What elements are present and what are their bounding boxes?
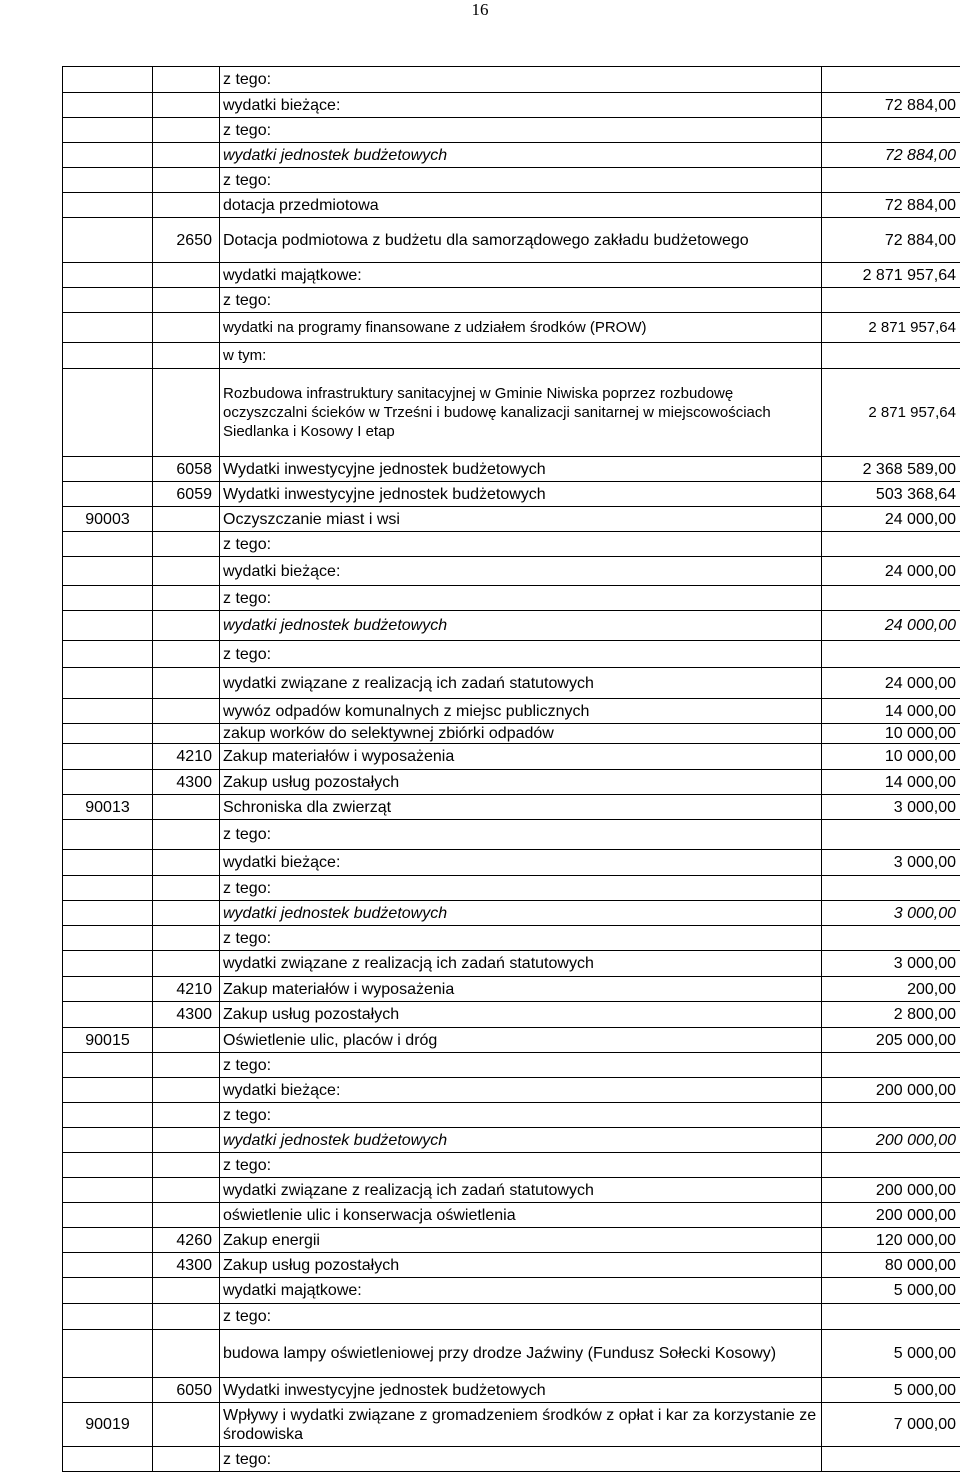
dzial-cell (63, 143, 153, 168)
paragraf-cell (153, 586, 220, 611)
paragraf-cell (153, 641, 220, 668)
amount-cell: 3 000,00 (822, 901, 960, 926)
table-row (63, 586, 960, 611)
paragraf-cell (153, 1203, 220, 1228)
amount-cell: 14 000,00 (822, 699, 960, 724)
table-row (63, 143, 960, 168)
dzial-cell (63, 532, 153, 557)
dzial-cell (63, 218, 153, 263)
table-row (63, 699, 960, 724)
paragraf-cell (153, 557, 220, 586)
amount-cell (822, 343, 960, 369)
description-cell: Wydatki inwestycyjne jednostek budżetowych (220, 457, 822, 482)
paragraf-cell (153, 93, 220, 118)
table-row (63, 744, 960, 770)
table-row (63, 1053, 960, 1078)
paragraf-cell (153, 168, 220, 193)
description-cell: z tego: (220, 67, 822, 93)
paragraf-cell (153, 699, 220, 724)
amount-cell: 3 000,00 (822, 850, 960, 876)
amount-cell: 2 871 957,64 (822, 313, 960, 343)
description-cell: z tego: (220, 288, 822, 313)
paragraf-cell (153, 820, 220, 850)
table-row (63, 820, 960, 850)
paragraf-cell (153, 668, 220, 699)
paragraf-cell: 2650 (153, 218, 220, 263)
description-cell: Wpływy i wydatki związane z gromadzeniem środków z opłat i kar za korzystanie ze środowiska (220, 1403, 822, 1447)
table-row (63, 1330, 960, 1378)
table-row (63, 1002, 960, 1028)
dzial-cell (63, 1278, 153, 1304)
dzial-cell (63, 1178, 153, 1203)
description-cell: Rozbudowa infrastruktury sanitacyjnej w Gminie Niwiska poprzez rozbudowę oczyszczalni ścieków w Trześni i budowę kanalizacji sanitarnej w miejscowościach Siedlanka i Kosowy I etap (220, 369, 822, 457)
table-row (63, 1378, 960, 1403)
amount-cell: 200 000,00 (822, 1128, 960, 1153)
description-cell: z tego: (220, 1304, 822, 1330)
paragraf-cell: 4300 (153, 1002, 220, 1028)
dzial-cell (63, 1002, 153, 1028)
paragraf-cell: 4300 (153, 770, 220, 795)
table-row (63, 1178, 960, 1203)
amount-cell: 72 884,00 (822, 93, 960, 118)
paragraf-cell: 4210 (153, 977, 220, 1002)
dzial-cell (63, 1053, 153, 1078)
table-row (63, 1203, 960, 1228)
amount-cell (822, 876, 960, 901)
table-row (63, 1103, 960, 1128)
description-cell: wydatki bieżące: (220, 1078, 822, 1103)
paragraf-cell (153, 1447, 220, 1472)
table-row (63, 1078, 960, 1103)
amount-cell: 5 000,00 (822, 1378, 960, 1403)
paragraf-cell (153, 611, 220, 641)
table-row (63, 288, 960, 313)
paragraf-cell (153, 1053, 220, 1078)
amount-cell: 24 000,00 (822, 668, 960, 699)
dzial-cell (63, 263, 153, 288)
amount-cell (822, 1304, 960, 1330)
table-row (63, 263, 960, 288)
dzial-cell (63, 482, 153, 507)
amount-cell: 24 000,00 (822, 507, 960, 532)
amount-cell (822, 820, 960, 850)
description-cell: Zakup usług pozostałych (220, 1002, 822, 1028)
description-cell: wydatki bieżące: (220, 850, 822, 876)
amount-cell (822, 168, 960, 193)
amount-cell: 200 000,00 (822, 1178, 960, 1203)
description-cell: wydatki związane z realizacją ich zadań statutowych (220, 951, 822, 977)
page-number: 16 (471, 0, 489, 19)
amount-cell: 72 884,00 (822, 143, 960, 168)
amount-cell: 10 000,00 (822, 724, 960, 744)
dzial-cell (63, 850, 153, 876)
paragraf-cell (153, 926, 220, 951)
dzial-cell (63, 369, 153, 457)
paragraf-cell (153, 288, 220, 313)
dzial-cell (63, 1447, 153, 1472)
paragraf-cell: 4210 (153, 744, 220, 770)
table-row (63, 168, 960, 193)
amount-cell: 24 000,00 (822, 611, 960, 641)
table-row (63, 926, 960, 951)
table-row (63, 977, 960, 1002)
paragraf-cell (153, 1178, 220, 1203)
dzial-cell (63, 93, 153, 118)
dzial-cell (63, 901, 153, 926)
paragraf-cell (153, 67, 220, 93)
paragraf-cell (153, 193, 220, 218)
description-cell: wydatki jednostek budżetowych (220, 901, 822, 926)
amount-cell (822, 532, 960, 557)
dzial-cell: 90013 (63, 795, 153, 820)
amount-cell: 14 000,00 (822, 770, 960, 795)
paragraf-cell (153, 795, 220, 820)
dzial-cell (63, 67, 153, 93)
table-row (63, 313, 960, 343)
paragraf-cell (153, 313, 220, 343)
dzial-cell (63, 926, 153, 951)
amount-cell: 200 000,00 (822, 1203, 960, 1228)
paragraf-cell (153, 507, 220, 532)
budget-table-body (63, 67, 960, 1472)
dzial-cell (63, 641, 153, 668)
description-cell: Wydatki inwestycyjne jednostek budżetowych (220, 1378, 822, 1403)
dzial-cell: 90019 (63, 1403, 153, 1447)
paragraf-cell (153, 1330, 220, 1378)
table-row (63, 1253, 960, 1278)
table-row (63, 668, 960, 699)
amount-cell: 2 800,00 (822, 1002, 960, 1028)
description-cell: Zakup materiałów i wyposażenia (220, 977, 822, 1002)
dzial-cell (63, 876, 153, 901)
description-cell: wydatki bieżące: (220, 93, 822, 118)
table-row (63, 1403, 960, 1447)
table-row (63, 611, 960, 641)
dzial-cell (63, 288, 153, 313)
paragraf-cell (153, 1103, 220, 1128)
dzial-cell (63, 699, 153, 724)
description-cell: dotacja przedmiotowa (220, 193, 822, 218)
amount-cell: 5 000,00 (822, 1278, 960, 1304)
paragraf-cell (153, 876, 220, 901)
description-cell: z tego: (220, 1103, 822, 1128)
table-row (63, 641, 960, 668)
amount-cell: 24 000,00 (822, 557, 960, 586)
dzial-cell (63, 557, 153, 586)
amount-cell: 3 000,00 (822, 951, 960, 977)
paragraf-cell (153, 951, 220, 977)
amount-cell (822, 586, 960, 611)
dzial-cell (63, 744, 153, 770)
description-cell: wydatki związane z realizacją ich zadań statutowych (220, 1178, 822, 1203)
amount-cell: 503 368,64 (822, 482, 960, 507)
paragraf-cell (153, 343, 220, 369)
table-row (63, 1228, 960, 1253)
amount-cell: 200 000,00 (822, 1078, 960, 1103)
dzial-cell (63, 1330, 153, 1378)
table-row (63, 532, 960, 557)
description-cell: wywóz odpadów komunalnych z miejsc publicznych (220, 699, 822, 724)
dzial-cell (63, 343, 153, 369)
dzial-cell (63, 1078, 153, 1103)
amount-cell: 80 000,00 (822, 1253, 960, 1278)
dzial-cell: 90003 (63, 507, 153, 532)
paragraf-cell (153, 532, 220, 557)
amount-cell (822, 1053, 960, 1078)
description-cell: wydatki majątkowe: (220, 263, 822, 288)
description-cell: wydatki jednostek budżetowych (220, 611, 822, 641)
table-row (63, 482, 960, 507)
dzial-cell (63, 1203, 153, 1228)
dzial-cell (63, 611, 153, 641)
table-row (63, 1304, 960, 1330)
table-row (63, 724, 960, 744)
budget-table (62, 66, 960, 1472)
paragraf-cell: 6059 (153, 482, 220, 507)
paragraf-cell (153, 724, 220, 744)
dzial-cell (63, 1253, 153, 1278)
table-row (63, 193, 960, 218)
paragraf-cell (153, 369, 220, 457)
dzial-cell (63, 168, 153, 193)
description-cell: oświetlenie ulic i konserwacja oświetlenia (220, 1203, 822, 1228)
table-row (63, 93, 960, 118)
amount-cell (822, 641, 960, 668)
table-row (63, 1128, 960, 1153)
amount-cell (822, 118, 960, 143)
amount-cell: 2 368 589,00 (822, 457, 960, 482)
paragraf-cell: 4260 (153, 1228, 220, 1253)
amount-cell (822, 67, 960, 93)
dzial-cell (63, 1228, 153, 1253)
description-cell: z tego: (220, 1447, 822, 1472)
paragraf-cell: 6050 (153, 1378, 220, 1403)
table-row (63, 770, 960, 795)
paragraf-cell (153, 263, 220, 288)
description-cell: wydatki związane z realizacją ich zadań statutowych (220, 668, 822, 699)
description-cell: Oświetlenie ulic, placów i dróg (220, 1028, 822, 1053)
paragraf-cell (153, 1304, 220, 1330)
paragraf-cell (153, 118, 220, 143)
amount-cell: 72 884,00 (822, 218, 960, 263)
paragraf-cell (153, 901, 220, 926)
dzial-cell (63, 457, 153, 482)
table-row (63, 369, 960, 457)
paragraf-cell (153, 1278, 220, 1304)
table-row (63, 876, 960, 901)
dzial-cell (63, 118, 153, 143)
dzial-cell (63, 586, 153, 611)
table-row (63, 1028, 960, 1053)
table-row (63, 1278, 960, 1304)
dzial-cell (63, 724, 153, 744)
amount-cell: 2 871 957,64 (822, 263, 960, 288)
amount-cell: 205 000,00 (822, 1028, 960, 1053)
amount-cell: 3 000,00 (822, 795, 960, 820)
table-row (63, 901, 960, 926)
table-row (63, 343, 960, 369)
amount-cell (822, 926, 960, 951)
description-cell: z tego: (220, 532, 822, 557)
table-row (63, 1447, 960, 1472)
amount-cell: 72 884,00 (822, 193, 960, 218)
description-cell: wydatki na programy finansowane z udziałem środków (PROW) (220, 313, 822, 343)
dzial-cell (63, 977, 153, 1002)
description-cell: z tego: (220, 641, 822, 668)
amount-cell: 200,00 (822, 977, 960, 1002)
description-cell: w tym: (220, 343, 822, 369)
table-row (63, 1153, 960, 1178)
dzial-cell (63, 1103, 153, 1128)
table-row (63, 951, 960, 977)
description-cell: zakup worków do selektywnej zbiórki odpadów (220, 724, 822, 744)
table-row (63, 795, 960, 820)
description-cell: budowa lampy oświetleniowej przy drodze Jaźwiny (Fundusz Sołecki Kosowy) (220, 1330, 822, 1378)
dzial-cell (63, 820, 153, 850)
amount-cell: 120 000,00 (822, 1228, 960, 1253)
description-cell: Dotacja podmiotowa z budżetu dla samorządowego zakładu budżetowego (220, 218, 822, 263)
description-cell: z tego: (220, 876, 822, 901)
description-cell: Wydatki inwestycyjne jednostek budżetowych (220, 482, 822, 507)
description-cell: z tego: (220, 1153, 822, 1178)
dzial-cell (63, 1128, 153, 1153)
description-cell: z tego: (220, 118, 822, 143)
amount-cell: 7 000,00 (822, 1403, 960, 1447)
dzial-cell (63, 1153, 153, 1178)
dzial-cell (63, 770, 153, 795)
amount-cell: 5 000,00 (822, 1330, 960, 1378)
description-cell: Zakup materiałów i wyposażenia (220, 744, 822, 770)
dzial-cell (63, 951, 153, 977)
amount-cell (822, 1447, 960, 1472)
description-cell: wydatki jednostek budżetowych (220, 1128, 822, 1153)
table-row (63, 67, 960, 93)
description-cell: wydatki bieżące: (220, 557, 822, 586)
table-row (63, 457, 960, 482)
description-cell: z tego: (220, 168, 822, 193)
description-cell: Zakup usług pozostałych (220, 770, 822, 795)
description-cell: wydatki jednostek budżetowych (220, 143, 822, 168)
dzial-cell (63, 1304, 153, 1330)
paragraf-cell: 4300 (153, 1253, 220, 1278)
paragraf-cell (153, 143, 220, 168)
description-cell: Zakup usług pozostałych (220, 1253, 822, 1278)
amount-cell (822, 1103, 960, 1128)
paragraf-cell: 6058 (153, 457, 220, 482)
table-row (63, 218, 960, 263)
dzial-cell (63, 1378, 153, 1403)
paragraf-cell (153, 1403, 220, 1447)
description-cell: Oczyszczanie miast i wsi (220, 507, 822, 532)
dzial-cell (63, 313, 153, 343)
description-cell: Zakup energii (220, 1228, 822, 1253)
paragraf-cell (153, 1128, 220, 1153)
amount-cell (822, 288, 960, 313)
description-cell: z tego: (220, 1053, 822, 1078)
paragraf-cell (153, 1153, 220, 1178)
description-cell: Schroniska dla zwierząt (220, 795, 822, 820)
amount-cell: 2 871 957,64 (822, 369, 960, 457)
dzial-cell: 90015 (63, 1028, 153, 1053)
budget-table-container (62, 66, 960, 1472)
description-cell: z tego: (220, 586, 822, 611)
description-cell: z tego: (220, 926, 822, 951)
table-row (63, 118, 960, 143)
paragraf-cell (153, 1078, 220, 1103)
description-cell: wydatki majątkowe: (220, 1278, 822, 1304)
amount-cell (822, 1153, 960, 1178)
paragraf-cell (153, 1028, 220, 1053)
amount-cell: 10 000,00 (822, 744, 960, 770)
paragraf-cell (153, 850, 220, 876)
dzial-cell (63, 668, 153, 699)
description-cell: z tego: (220, 820, 822, 850)
table-row (63, 850, 960, 876)
table-row (63, 507, 960, 532)
dzial-cell (63, 193, 153, 218)
table-row (63, 557, 960, 586)
